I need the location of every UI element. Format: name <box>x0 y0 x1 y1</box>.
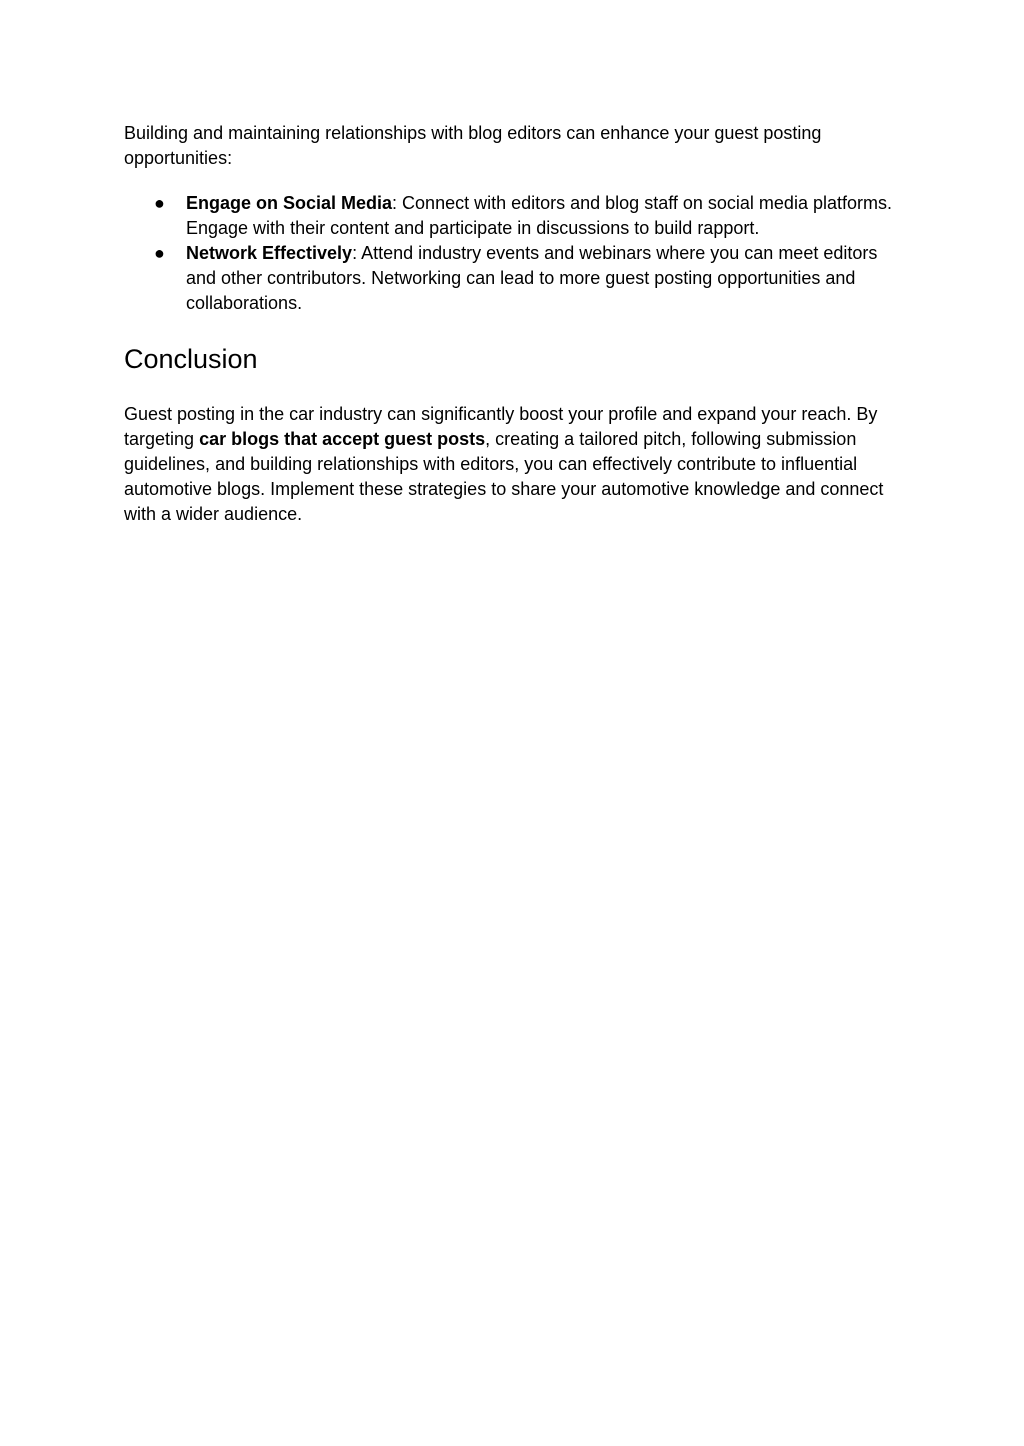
bullet-icon: ● <box>154 243 165 263</box>
list-item-title: Network Effectively <box>186 243 353 263</box>
list-item-text: : Connect with editors and blog staff on social media platforms. Engage with their content and participate in discussions to build rapport. <box>186 193 892 238</box>
list-item-text: : Attend industry events and webinars where you can meet editors and other contributors. Networking can lead to more guest posting opportunities and collaborations. <box>186 243 878 313</box>
conclusion-paragraph <box>124 402 904 527</box>
list-item-title: Engage on Social Media <box>186 193 393 213</box>
bullet-icon: ● <box>154 193 165 213</box>
conclusion-bold-phrase: car blogs that accept guest posts <box>199 429 486 449</box>
conclusion-text-start: Guest posting in the car industry can significantly boost your profile and expand your reach. By targeting <box>124 404 878 449</box>
intro-paragraph: Building and maintaining relationships with blog editors can enhance your guest posting opportunities: <box>124 123 822 168</box>
document-page <box>124 121 904 527</box>
tips-list <box>124 191 904 316</box>
list-item <box>124 191 904 241</box>
conclusion-text-end: , creating a tailored pitch, following submission guidelines, and building relationships with editors, you can effectively contribute to influential automotive blogs. Implement these strategies to share your automotive knowledge and connect with a wider audience. <box>124 429 884 524</box>
list-item <box>124 241 904 316</box>
section-heading: Conclusion <box>124 344 258 374</box>
